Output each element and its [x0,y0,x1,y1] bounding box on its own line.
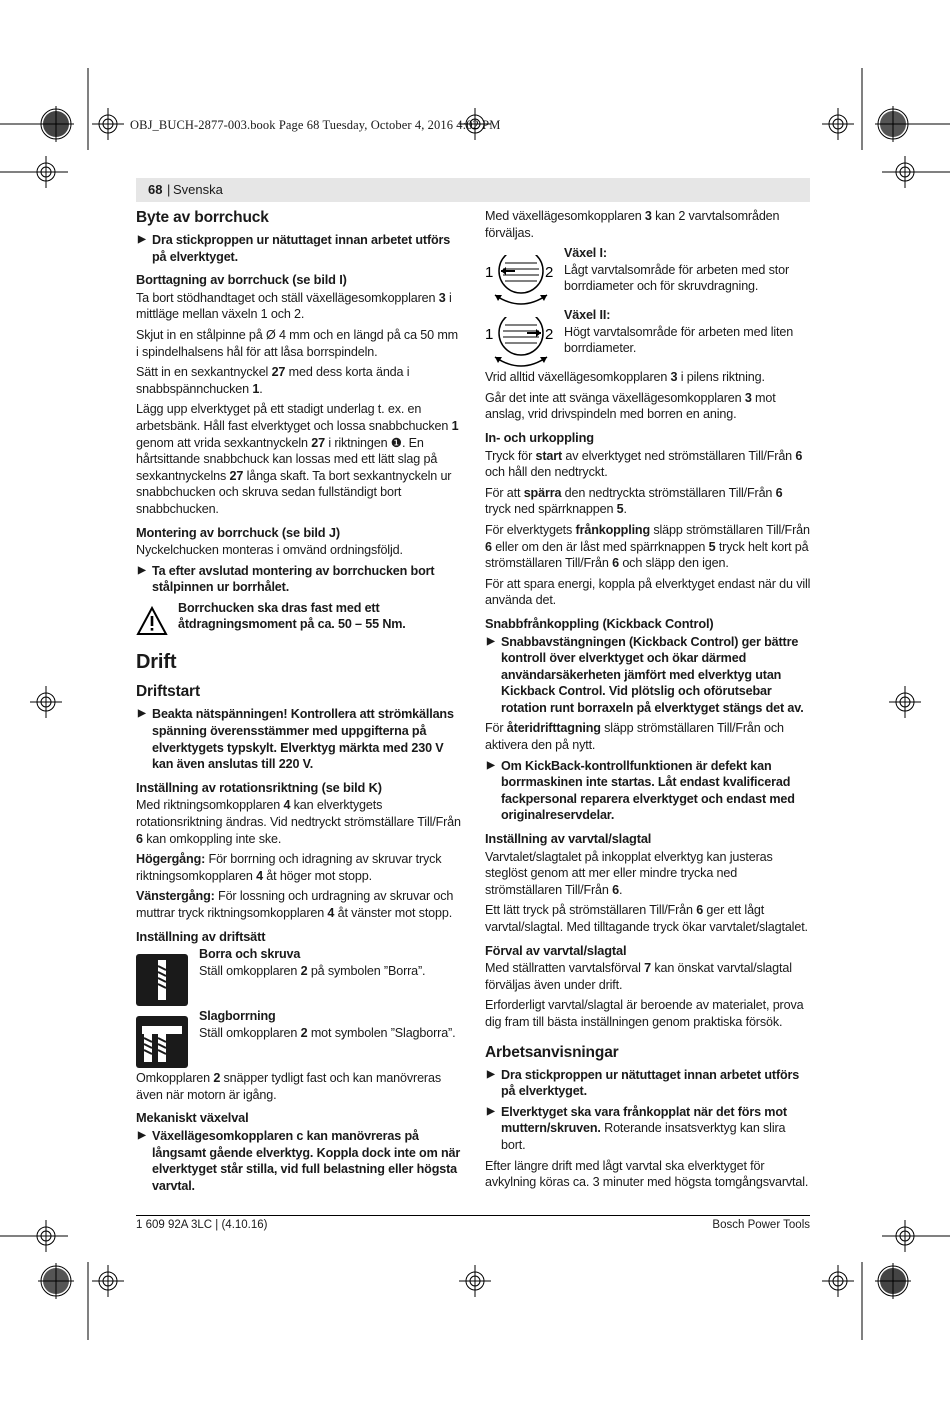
paragraph: Varvtalet/slagtalet på inkopplat elverktyg kan justeras steglöst genom att mer eller mindre trycka ned strömställaren Till/Från 6. [485,849,773,897]
svg-text:1: 1 [485,264,494,282]
safety-bullet: ▶ Ta efter avslutad montering av borrchucken bort stålpinnen ur borrhålet. [138,563,435,595]
warning-triangle-icon [136,606,168,636]
heading-arbetsanvisningar: Arbetsanvisningar [485,1043,619,1061]
heading-rotationsriktning: Inställning av rotationsriktning (se bild K) [136,779,382,795]
bullet-arrow-icon: ▶ [138,234,146,245]
safety-bullet: ▶ Om KickBack-kontrollfunktionen är defekt kan borrmaskinen inte startas. Låt endast kvalificerad fackpersonal reparera elverktyget och endast med originalreservdelar. [487,758,795,823]
mode-title: Slagborrning [199,1009,276,1024]
bullet-arrow-icon: ▶ [138,564,146,576]
heading-borttagning: Borttagning av borrchuck (se bild I) [136,272,347,288]
mode-drill [136,946,462,1004]
page-header-bar [136,178,810,202]
heading-driftstart: Driftstart [136,683,200,701]
paragraph: För att spärra den nedtryckta strömställaren Till/Från 6 tryck ned spärrknappen 5. [485,485,783,517]
safety-bullet: ▶ Beakta nätspänningen! Kontrollera att strömkällans spänning överensstämmer med uppgifterna på elverktygets typskylt. Elverktyg märkta med 230 V kan även anslutas till 220 V. [138,707,454,772]
paragraph: Med växellägesomkopplaren 3 kan 2 varvtalsområden förväljas. [485,209,780,240]
paragraph: Sätt in en sexkantnyckel 27 med dess korta ända i snabbspännchucken 1. [136,365,410,396]
paragraph: Ta bort stödhandtaget och ställ växellägesomkopplaren 3 i mittläge mellan växeln 1 och 2. [136,290,452,322]
bullet-arrow-icon: ▶ [487,1068,495,1080]
bullet-arrow-icon: ▶ [487,1105,495,1117]
gear-2 [485,307,811,363]
heading-forval: Förval av varvtal/slagtal [485,942,627,958]
bullet-arrow-icon: ▶ [138,1129,146,1141]
mode-text: Ställ omkopplaren 2 mot symbolen ”Slagborra”. [199,1025,456,1040]
right-column [485,208,811,1195]
safety-bullet: ▶ Elverktyget ska vara frånkopplat när det förs mot muttern/skruven. Roterande insatsverktyg kan slira bort. [487,1104,787,1152]
footer-doc-id: 1 609 92A 3LC | (4.10.16) [136,1219,268,1231]
gear-1 [485,245,811,301]
bullet-arrow-icon: ▶ [138,708,146,720]
header-language: Svenska [173,182,223,197]
gear-text: Lågt varvtalsområde för arbeten med stor borrdiameter och för skruvdragning. [564,262,789,294]
svg-text:2: 2 [545,326,554,344]
paragraph: För elverktygets frånkoppling släpp strömställaren Till/Från 6 eller om den är låst med spärrknappen 5 tryck helt kort på strömställaren Till/Från 6 och släpp den igen. [485,522,810,571]
gear-title: Växel II: [564,308,611,323]
heading-varvtal: Inställning av varvtal/slagtal [485,831,652,847]
paragraph: Vrid alltid växellägesomkopplaren 3 i pilens riktning. [485,370,765,385]
paragraph: Ett lätt tryck på strömställaren Till/Från 6 ger ett lågt varvtal/slagtal. Med tilltagande tryck ökar varvtalet/slagtalet. [485,903,808,934]
mode-text: Ställ omkopplaren 2 på symbolen ”Borra”. [199,963,426,978]
safety-bullet: ▶ Snabbavstängningen (Kickback Control) ger bättre kontroll över elverktyget och ökar därmed användarsäkerheten jämfört med elverktyg utan Kickback Control. Vid plötslig och oförutsebar rotation runt borraxeln på elverktyget stängs det av. [487,634,804,715]
paragraph: För återidrifttagning släpp strömställaren Till/Från och aktivera den på nytt. [485,721,784,753]
paragraph: Med ställratten varvtalsförval 7 kan önskat varvtal/slagtal förväljas även under drift. [485,961,792,992]
paragraph: Lägg upp elverktyget på ett stadigt underlag t. ex. en arbetsbänk. Håll fast elverktyget och lossa snabbchucken 1 genom att vrida sexkantnyckeln 27 i riktningen ❶. En hårtsittande snabbchuck kan lossas med ett lätt slag på sexkantnyckelns 27 långa skaft. Ta bort sexkantnyckeln ur snabbchucken och skruva sedan fullständigt bort snabbchucken. [136,402,459,516]
page-number: 68 [148,182,163,197]
gear-text: Högt varvtalsområde för arbeten med liten borrdiameter. [564,324,794,356]
paragraph: Med riktningsomkopplaren 4 kan elverktygets rotationsriktning ändras. Vid nedtryckt strömställare Till/Från 6 kan omkoppling inte ske. [136,798,461,846]
paragraph: Nyckelchucken monteras i omvänd ordningsföljd. [136,543,403,558]
drill-symbol-icon [136,954,188,1006]
heading-in-och-urkoppling: In- och urkoppling [485,429,594,445]
paragraph: Skjut in en stålpinne på Ø 4 mm och en längd på ca 50 mm i spindelhalsens hål för att låsa borrspindeln. [136,327,459,359]
mode-title: Borra och skruva [199,947,301,962]
mode-hammer-drill [136,1008,462,1066]
footer-brand: Bosch Power Tools [712,1219,810,1231]
heading-montering: Montering av borrchuck (se bild J) [136,524,340,540]
paragraph: Går det inte att svänga växellägesomkopplaren 3 mot anslag, vrid drivspindeln med borren en aning. [485,390,776,422]
print-header: OBJ_BUCH-2877-003.book Page 68 Tuesday, October 4, 2016 4:02 PM [130,118,501,132]
heading-byte-av-borrchuck: Byte av borrchuck [136,209,269,226]
paragraph: Erforderligt varvtal/slagtal är beroende av materialet, prova dig fram till bästa inställningen genom praktiska försök. [485,998,804,1029]
safety-bullet: ▶ Dra stickproppen ur nätuttaget innan arbetet utförs på elverktyget. [487,1067,800,1099]
bullet-arrow-icon: ▶ [487,759,495,771]
safety-bullet: ▶ Dra stickproppen ur nätuttaget innan arbetet utförs på elverktyget. [138,233,451,264]
warning-note: Borrchucken ska dras fast med ett åtdragningsmoment på ca. 50 – 55 Nm. [136,600,462,634]
hammer-drill-symbol-icon [136,1016,188,1068]
header-separator: | [167,182,171,197]
paragraph: Efter längre drift med lågt varvtal ska elverktyget för avkylning köras ca. 3 minuter med högsta tomgångsvarvtal. [485,1158,809,1190]
gear-selector-2-icon [485,317,557,373]
paragraph: Vänstergång: För lossning och urdragning av skruvar och muttrar tryck riktningsomkopplaren 4 åt vänster mot stopp. [136,889,454,920]
paragraph: Tryck för start av elverktyget ned strömställaren Till/Från 6 och håll den nedtryckt. [485,448,803,480]
safety-bullet: ▶ Växellägesomkopplaren c kan manövreras på långsamt gående elverktyg. Koppla dock inte om när elverktyget står stilla, vid full belastning eller högsta varvtal. [138,1128,461,1193]
gear-selector-1-icon [485,255,557,311]
paragraph: Högergång: För borrning och idragning av skruvar tryck riktningsomkopplaren 4 åt höger mot stopp. [136,852,442,883]
paragraph: För att spara energi, koppla på elverktyget endast när du vill använda det. [485,576,811,608]
paragraph: Omkopplaren 2 snäpper tydligt fast och kan manövreras även när motorn är igång. [136,1071,441,1102]
heading-mekaniskt-vaxelval: Mekaniskt växelval [136,1110,249,1126]
svg-text:1: 1 [485,326,494,344]
gear-title: Växel I: [564,246,607,261]
svg-text:2: 2 [545,264,554,282]
bullet-arrow-icon: ▶ [487,635,495,647]
left-column [136,208,462,1198]
heading-kickback: Snabbfrånkoppling (Kickback Control) [485,615,714,631]
page-footer [136,1215,810,1231]
heading-drift: Drift [136,650,177,673]
heading-driftsatt: Inställning av driftsätt [136,928,266,944]
